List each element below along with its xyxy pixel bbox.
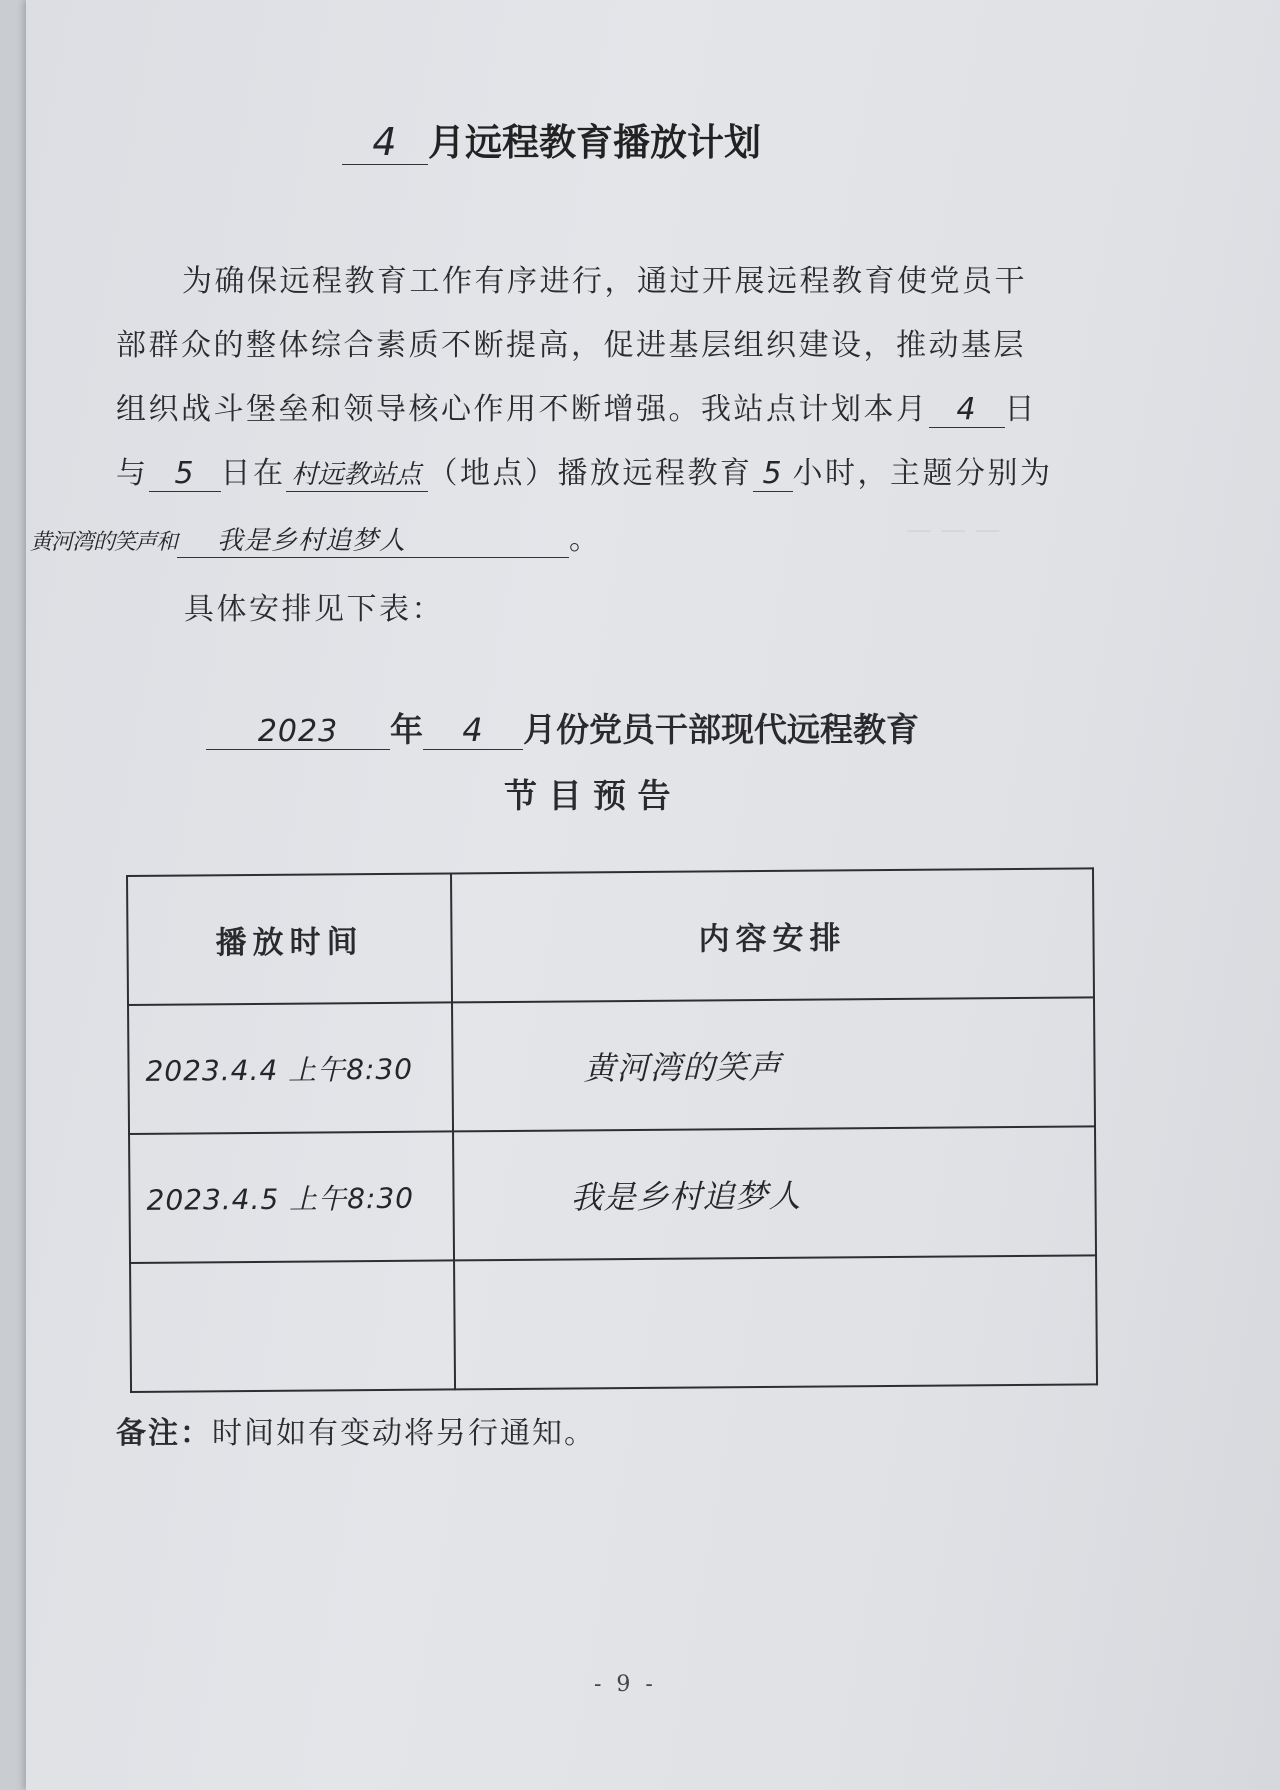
paragraph-line-4 xyxy=(116,448,1053,492)
schedule-table xyxy=(126,867,1098,1393)
subtitle-line-1-rest: 月份党员干部现代远程教育 xyxy=(523,710,919,749)
paragraph-line-4-b: 日在 xyxy=(220,456,286,491)
fill-hours: 5 xyxy=(753,456,793,492)
paragraph-line-5 xyxy=(30,514,602,558)
paragraph-line-2 xyxy=(116,320,1026,364)
title-month-fill: 4 xyxy=(342,120,428,165)
fill-day-2: 5 xyxy=(149,456,221,492)
footnote-text: 时间如有变动将另行通知。 xyxy=(212,1416,596,1451)
row-1-content: 黄河湾的笑声 xyxy=(452,997,1095,1131)
paragraph-line-1-text: 为确保远程教育工作有序进行，通过开展远程教育使党员干 xyxy=(182,264,1027,299)
paragraph-line-6-text: 具体安排见下表： xyxy=(184,592,444,627)
fill-theme-2: 我是乡村追梦人 xyxy=(177,520,569,558)
footnote-label: 备注： xyxy=(116,1416,212,1451)
header-content: 内容安排 xyxy=(451,868,1094,1002)
document-page xyxy=(26,0,1280,1790)
subtitle-line-2-text: 节 目 预 告 xyxy=(504,776,671,815)
paragraph-line-4-c: （地点）播放远程教育 xyxy=(427,456,753,491)
row-3-time xyxy=(130,1260,455,1392)
page-number: - 9 - xyxy=(594,1672,657,1697)
row-2-content: 我是乡村追梦人 xyxy=(453,1126,1096,1260)
paragraph-line-4-d: 小时，主题分别为 xyxy=(792,456,1053,491)
paragraph-line-4-a: 与 xyxy=(116,456,149,491)
fill-place: 村远教站点 xyxy=(286,454,428,492)
fill-theme-1: 黄河湾的笑声和 xyxy=(30,530,178,555)
page-title xyxy=(342,112,761,166)
paragraph-line-2-text: 部群众的整体综合素质不断提高，促进基层组织建设，推动基层 xyxy=(116,328,1026,363)
paragraph-line-1 xyxy=(182,256,1027,300)
schedule-title-line-2 xyxy=(504,770,670,817)
table-row xyxy=(129,1126,1096,1263)
bleed-through-marks: — — — xyxy=(906,515,1001,545)
paragraph-line-3-text: 组织战斗堡垒和领导核心作用不断增强。我站点计划本月 xyxy=(116,392,929,427)
footnote xyxy=(116,1408,596,1452)
paragraph-line-6 xyxy=(184,584,444,628)
row-1-time: 2023.4.4 上午8:30 xyxy=(128,1002,453,1134)
schedule-title-line-1 xyxy=(206,704,919,751)
table-header-row xyxy=(127,868,1094,1005)
paragraph-line-3-end: 日 xyxy=(1004,392,1037,427)
header-time: 播放时间 xyxy=(127,873,452,1005)
table-row xyxy=(130,1255,1097,1392)
paragraph-line-5-end: 。 xyxy=(569,522,602,557)
fill-day-1: 4 xyxy=(929,392,1005,428)
paragraph-line-3 xyxy=(116,384,1037,428)
row-2-time: 2023.4.5 上午8:30 xyxy=(129,1131,454,1263)
subtitle-month-fill: 4 xyxy=(423,711,523,750)
title-text: 月远程教育播放计划 xyxy=(428,121,761,164)
subtitle-year-label: 年 xyxy=(390,710,423,749)
table-row xyxy=(128,997,1095,1134)
subtitle-year-fill: 2023 xyxy=(206,714,390,750)
row-3-content xyxy=(454,1255,1097,1389)
